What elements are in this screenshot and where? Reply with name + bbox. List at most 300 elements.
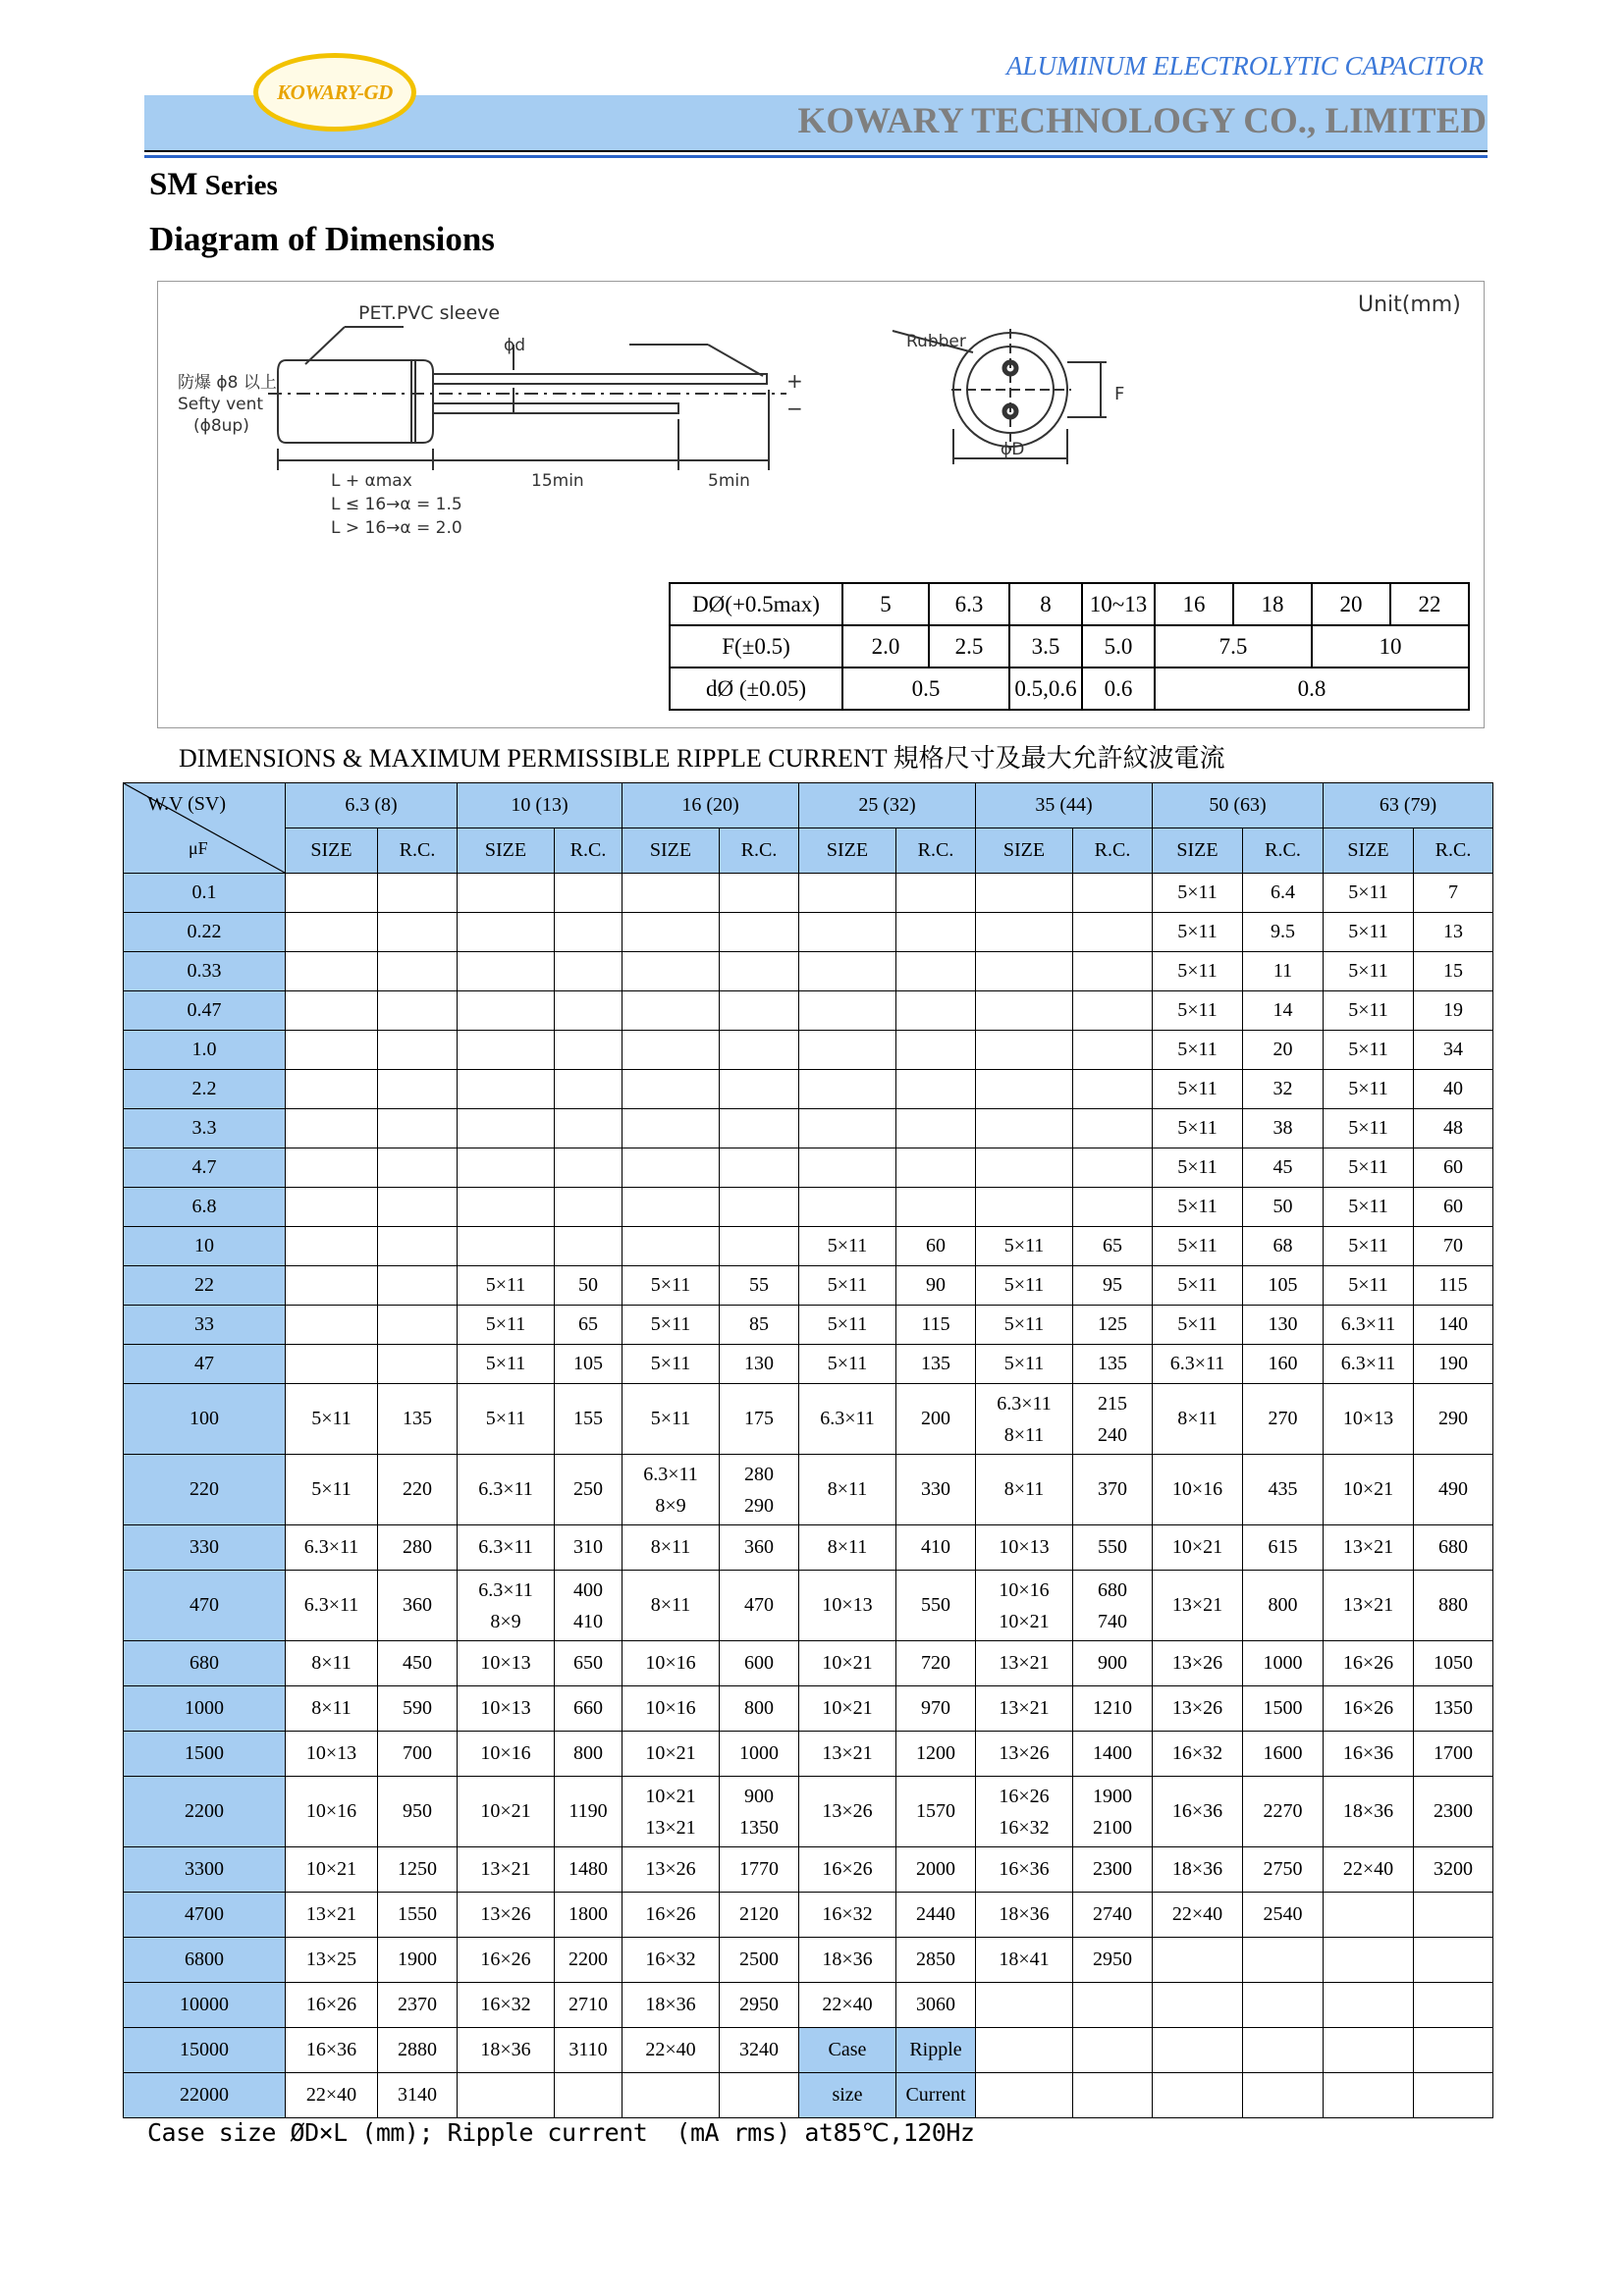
body-diameter-label: ϕD <box>1001 440 1025 459</box>
size-cell: 8×11 <box>286 1686 378 1732</box>
f-value: 5.0 <box>1082 625 1155 667</box>
size-cell: 10×21 <box>799 1686 896 1732</box>
ripple-current-cell: 65 <box>555 1306 623 1345</box>
size-cell <box>976 1188 1073 1227</box>
size-column-header: SIZE <box>623 828 720 874</box>
size-cell <box>976 1384 1073 1455</box>
table-row <box>124 2028 1493 2073</box>
size-cell: 13×21 <box>976 1641 1073 1686</box>
size-cell: 10×21 <box>458 1777 555 1847</box>
ripple-current-cell: 130 <box>720 1345 799 1384</box>
cell-line: 13×21 <box>645 1816 696 1839</box>
size-cell <box>286 1109 378 1148</box>
ripple-current-cell: 550 <box>896 1571 976 1641</box>
ripple-current-cell: 1700 <box>1414 1732 1493 1777</box>
size-cell: 8×11 <box>799 1455 896 1525</box>
ripple-current-cell: 14 <box>1243 991 1324 1031</box>
corner-capacitance-label: μF <box>189 838 208 858</box>
legend-ripple-current: Ripple <box>896 2028 976 2073</box>
sleeve-label: PET.PVC sleeve <box>358 302 501 324</box>
ripple-current-cell <box>378 1188 458 1227</box>
ripple-current-cell <box>555 952 623 991</box>
size-cell: 8×11 <box>623 1571 720 1641</box>
size-cell: 5×11 <box>1153 991 1243 1031</box>
table-row <box>124 1070 1493 1109</box>
size-column-header: SIZE <box>976 828 1073 874</box>
vent-label-en: Sefty vent <box>178 395 264 414</box>
ripple-current-cell <box>1073 2028 1153 2073</box>
ripple-current-cell: 1570 <box>896 1777 976 1847</box>
cell-line: 410 <box>573 1610 603 1632</box>
d-value: 5 <box>842 583 929 625</box>
ripple-current-cell <box>378 874 458 913</box>
ripple-current-cell: 1190 <box>555 1777 623 1847</box>
size-cell <box>623 874 720 913</box>
size-cell <box>286 913 378 952</box>
d-value: 6.3 <box>929 583 1009 625</box>
ripple-current-cell <box>1073 874 1153 913</box>
size-cell <box>976 2028 1073 2073</box>
size-cell: 8×11 <box>799 1525 896 1571</box>
cell-line: 6.3×11 <box>478 1578 533 1601</box>
ripple-current-cell: 410 <box>896 1525 976 1571</box>
ripple-current-cell <box>896 1109 976 1148</box>
capacitance-cell: 1.0 <box>124 1031 286 1070</box>
size-cell <box>286 991 378 1031</box>
ripple-current-cell: 1000 <box>1243 1641 1324 1686</box>
voltage-header: 35 (44) <box>976 783 1153 828</box>
table-row <box>124 1983 1493 2028</box>
ripple-current-cell: 105 <box>1243 1266 1324 1306</box>
lead-d-label: dØ (±0.05) <box>670 667 842 710</box>
size-cell: 5×11 <box>1324 1148 1414 1188</box>
capacitance-cell: 0.47 <box>124 991 286 1031</box>
size-cell: 16×36 <box>286 2028 378 2073</box>
voltage-header: 63 (79) <box>1324 783 1493 828</box>
size-cell: 10×13 <box>1324 1384 1414 1455</box>
ripple-current-cell: 370 <box>1073 1455 1153 1525</box>
lead-length-label: 15min <box>531 471 584 491</box>
ripple-current-cell <box>378 952 458 991</box>
table-row <box>124 2073 1493 2118</box>
cell-line: 10×21 <box>645 1785 696 1807</box>
d-value: 8 <box>1009 583 1082 625</box>
ripple-current-cell: 800 <box>1243 1571 1324 1641</box>
size-cell <box>623 1188 720 1227</box>
ripple-current-cell: 2540 <box>1243 1893 1324 1938</box>
size-cell <box>623 913 720 952</box>
alpha-condition-2: L > 16→α = 2.0 <box>331 518 462 538</box>
capacitance-cell: 3.3 <box>124 1109 286 1148</box>
ripple-current-cell: 85 <box>720 1306 799 1345</box>
cell-line: 680 <box>1098 1578 1127 1601</box>
size-cell <box>799 1148 896 1188</box>
size-cell: 16×36 <box>1324 1732 1414 1777</box>
f-label: F(±0.5) <box>670 625 842 667</box>
f-value: 7.5 <box>1155 625 1312 667</box>
capacitance-cell: 2200 <box>124 1777 286 1847</box>
size-cell: 6.3×11 <box>286 1525 378 1571</box>
logo-text: KOWARY-GD <box>277 80 393 104</box>
ripple-current-cell <box>1073 1384 1153 1455</box>
table-header-row <box>124 783 1493 828</box>
size-cell <box>976 991 1073 1031</box>
company-logo <box>253 53 416 132</box>
size-cell: 10×16 <box>458 1732 555 1777</box>
ripple-current-cell: 435 <box>1243 1455 1324 1525</box>
alpha-condition-1: L ≤ 16→α = 1.5 <box>331 495 462 514</box>
ripple-current-cell: 800 <box>720 1686 799 1732</box>
ripple-current-cell: 450 <box>378 1641 458 1686</box>
ripple-current-cell <box>1073 1109 1153 1148</box>
size-cell: 10×13 <box>458 1686 555 1732</box>
ripple-current-cell <box>896 991 976 1031</box>
size-cell <box>1153 2073 1243 2118</box>
ripple-current-cell: 32 <box>1243 1070 1324 1109</box>
ripple-current-cell <box>896 1188 976 1227</box>
cell-line: 8×11 <box>1003 1423 1045 1446</box>
ripple-current-cell: 130 <box>1243 1306 1324 1345</box>
ripple-current-cell <box>1414 2028 1493 2073</box>
ripple-current-cell <box>378 1070 458 1109</box>
ripple-current-cell <box>1243 2073 1324 2118</box>
size-cell: 13×26 <box>1153 1641 1243 1686</box>
size-cell: 5×11 <box>1153 874 1243 913</box>
diagram-title: Diagram of Dimensions <box>149 220 495 258</box>
size-cell <box>623 1777 720 1847</box>
cell-line: 215 <box>1098 1392 1127 1415</box>
ripple-current-cell <box>1243 2028 1324 2073</box>
ripple-current-cell <box>720 1148 799 1188</box>
size-cell: 5×11 <box>623 1384 720 1455</box>
ripple-current-cell: 700 <box>378 1732 458 1777</box>
lead-d-value: 0.5,0.6 <box>1009 667 1082 710</box>
capacitance-cell: 6.8 <box>124 1188 286 1227</box>
size-cell <box>976 952 1073 991</box>
ripple-current-cell: 1200 <box>896 1732 976 1777</box>
size-cell <box>623 952 720 991</box>
size-cell: 10×13 <box>458 1641 555 1686</box>
legend-case-size: Case <box>799 2028 896 2073</box>
rc-column-header: R.C. <box>896 828 976 874</box>
ripple-current-cell <box>1414 1893 1493 1938</box>
size-cell <box>623 2073 720 2118</box>
size-cell: 16×32 <box>458 1983 555 2028</box>
ripple-current-cell: 800 <box>555 1732 623 1777</box>
rc-column-header: R.C. <box>1414 828 1493 874</box>
size-cell: 5×11 <box>286 1455 378 1525</box>
size-cell <box>976 874 1073 913</box>
table-row <box>124 1455 1493 1525</box>
ripple-current-cell <box>555 1227 623 1266</box>
table-row <box>124 1227 1493 1266</box>
ripple-current-cell: 140 <box>1414 1306 1493 1345</box>
capacitance-cell: 0.22 <box>124 913 286 952</box>
ripple-current-cell: 13 <box>1414 913 1493 952</box>
ripple-current-cell <box>1073 991 1153 1031</box>
size-cell: 5×11 <box>623 1306 720 1345</box>
size-cell: 18×36 <box>1153 1847 1243 1893</box>
table-row <box>124 1893 1493 1938</box>
ripple-current-cell <box>555 1148 623 1188</box>
ripple-current-cell <box>1073 1188 1153 1227</box>
size-cell: 5×11 <box>976 1266 1073 1306</box>
corner-cell <box>124 783 286 874</box>
size-cell <box>1324 2028 1414 2073</box>
size-cell: 5×11 <box>1153 1109 1243 1148</box>
ripple-current-cell: 490 <box>1414 1455 1493 1525</box>
ripple-current-cell <box>1073 952 1153 991</box>
ripple-current-cell: 1050 <box>1414 1641 1493 1686</box>
ripple-current-cell <box>896 913 976 952</box>
ripple-current-cell: 2200 <box>555 1938 623 1983</box>
size-cell <box>286 1227 378 1266</box>
size-cell: 13×25 <box>286 1938 378 1983</box>
ripple-current-cell: 3110 <box>555 2028 623 2073</box>
size-cell <box>799 1031 896 1070</box>
ripple-current-cell: 310 <box>555 1525 623 1571</box>
size-cell: 22×40 <box>286 2073 378 2118</box>
ripple-current-cell: 135 <box>896 1345 976 1384</box>
size-cell: 5×11 <box>458 1306 555 1345</box>
ripple-current-cell: 11 <box>1243 952 1324 991</box>
pitch-label: F <box>1114 384 1125 404</box>
size-cell: 5×11 <box>458 1384 555 1455</box>
size-cell: 6.3×11 <box>458 1455 555 1525</box>
size-cell: 16×26 <box>286 1983 378 2028</box>
size-cell: 16×26 <box>799 1847 896 1893</box>
size-cell: 8×11 <box>623 1525 720 1571</box>
size-cell: 13×26 <box>623 1847 720 1893</box>
size-cell: 6.3×11 <box>1153 1345 1243 1384</box>
ripple-current-cell: 190 <box>1414 1345 1493 1384</box>
ripple-current-cell <box>378 991 458 1031</box>
size-cell: 13×26 <box>1153 1686 1243 1732</box>
ripple-current-cell: 200 <box>896 1384 976 1455</box>
ripple-current-cell: 2500 <box>720 1938 799 1983</box>
ripple-current-cell: 1600 <box>1243 1732 1324 1777</box>
size-cell: 10×13 <box>799 1571 896 1641</box>
d-value: 16 <box>1155 583 1233 625</box>
size-cell <box>1324 1893 1414 1938</box>
cell-line: 240 <box>1098 1423 1127 1446</box>
table-row <box>124 1345 1493 1384</box>
d-value: 22 <box>1390 583 1469 625</box>
cell-line: 10×16 <box>999 1578 1050 1601</box>
ripple-current-cell: 3140 <box>378 2073 458 2118</box>
ripple-current-cell <box>896 952 976 991</box>
size-cell <box>1324 1938 1414 1983</box>
size-cell: 16×32 <box>1153 1732 1243 1777</box>
ripple-current-cell: 2270 <box>1243 1777 1324 1847</box>
ripple-current-cell <box>555 913 623 952</box>
ripple-current-cell: 115 <box>896 1306 976 1345</box>
ripple-current-cell <box>1073 1571 1153 1641</box>
table-row <box>124 1686 1493 1732</box>
capacitance-cell: 330 <box>124 1525 286 1571</box>
table-row <box>124 1031 1493 1070</box>
table-row <box>124 1847 1493 1893</box>
size-cell <box>623 1455 720 1525</box>
cell-line: 280 <box>744 1463 774 1485</box>
ripple-current-cell: 1000 <box>720 1732 799 1777</box>
f-value: 2.5 <box>929 625 1009 667</box>
size-cell <box>458 874 555 913</box>
ripple-current-cell <box>1414 1983 1493 2028</box>
size-cell: 5×11 <box>286 1384 378 1455</box>
capacitance-cell: 3300 <box>124 1847 286 1893</box>
vent-label-cn: 防爆 ϕ8 以上 <box>178 373 277 393</box>
size-cell <box>286 874 378 913</box>
ripple-current-cell <box>555 1070 623 1109</box>
ripple-current-cell: 3200 <box>1414 1847 1493 1893</box>
cell-line: 900 <box>744 1785 774 1807</box>
ripple-current-cell <box>378 1227 458 1266</box>
voltage-header: 25 (32) <box>799 783 976 828</box>
cell-line: 1350 <box>739 1816 779 1839</box>
ripple-current-cell: 2740 <box>1073 1893 1153 1938</box>
table-row <box>124 1306 1493 1345</box>
table-row <box>670 583 1469 625</box>
capacitance-cell: 4.7 <box>124 1148 286 1188</box>
ripple-current-cell <box>720 1227 799 1266</box>
table-row <box>124 1732 1493 1777</box>
capacitance-cell: 10 <box>124 1227 286 1266</box>
size-column-header: SIZE <box>1153 828 1243 874</box>
size-cell: 6.3×11 <box>1324 1306 1414 1345</box>
size-cell: 5×11 <box>1324 913 1414 952</box>
capacitance-cell: 22000 <box>124 2073 286 2118</box>
lead-dimension-table <box>669 582 1470 711</box>
ripple-current-cell: 2120 <box>720 1893 799 1938</box>
ripple-current-cell: 2370 <box>378 1983 458 2028</box>
table-row <box>124 1148 1493 1188</box>
ripple-current-cell <box>378 1148 458 1188</box>
size-cell: 5×11 <box>458 1345 555 1384</box>
cell-line: 6.3×11 <box>997 1392 1052 1415</box>
capacitance-cell: 680 <box>124 1641 286 1686</box>
ripple-current-cell <box>378 1306 458 1345</box>
cell-line: 400 <box>573 1578 603 1601</box>
size-cell: 13×26 <box>458 1893 555 1938</box>
ripple-current-cell: 45 <box>1243 1148 1324 1188</box>
ripple-current-cell: 2300 <box>1414 1777 1493 1847</box>
header-rule-dark <box>144 150 1488 152</box>
size-cell: 18×36 <box>976 1893 1073 1938</box>
ripple-current-cell: 220 <box>378 1455 458 1525</box>
table-body <box>124 874 1493 2118</box>
capacitance-cell: 470 <box>124 1571 286 1641</box>
f-value: 10 <box>1312 625 1469 667</box>
table-row <box>670 667 1469 710</box>
size-cell: 5×11 <box>1153 1306 1243 1345</box>
legend-case-size: size <box>799 2073 896 2118</box>
ripple-current-cell <box>1414 1938 1493 1983</box>
cell-line: 740 <box>1098 1610 1127 1632</box>
ripple-current-cell <box>1073 913 1153 952</box>
size-cell <box>976 1983 1073 2028</box>
ripple-current-cell: 950 <box>378 1777 458 1847</box>
ripple-current-cell: 115 <box>1414 1266 1493 1306</box>
ripple-current-cell <box>720 991 799 1031</box>
ripple-current-cell <box>378 1345 458 1384</box>
voltage-header: 16 (20) <box>623 783 799 828</box>
capacitance-cell: 100 <box>124 1384 286 1455</box>
ripple-current-cell <box>1073 1777 1153 1847</box>
capacitance-cell: 0.1 <box>124 874 286 913</box>
size-cell <box>286 1306 378 1345</box>
company-name: KOWARY TECHNOLOGY CO., LIMITED <box>797 101 1487 141</box>
size-cell: 10×21 <box>623 1732 720 1777</box>
ripple-current-cell: 2000 <box>896 1847 976 1893</box>
capacitance-cell: 2.2 <box>124 1070 286 1109</box>
size-cell: 5×11 <box>623 1345 720 1384</box>
size-cell <box>799 913 896 952</box>
size-cell <box>623 1227 720 1266</box>
size-cell <box>799 1109 896 1148</box>
lead-diameter-label: ϕd <box>504 336 526 355</box>
size-cell: 5×11 <box>1324 1188 1414 1227</box>
table-row <box>124 874 1493 913</box>
table-row <box>124 913 1493 952</box>
ripple-current-cell: 250 <box>555 1455 623 1525</box>
ripple-current-cell <box>555 991 623 1031</box>
cell-line: 8×9 <box>655 1494 686 1517</box>
footer-note <box>147 2118 974 2147</box>
voltage-header: 6.3 (8) <box>286 783 458 828</box>
size-cell <box>286 1031 378 1070</box>
ripple-current-cell: 55 <box>720 1266 799 1306</box>
ripple-current-cell: 2950 <box>720 1983 799 2028</box>
header-rule-blue <box>144 155 1488 158</box>
ripple-current-cell: 9.5 <box>1243 913 1324 952</box>
document-subtitle: ALUMINUM ELECTROLYTIC CAPACITOR <box>1005 51 1484 80</box>
ripple-current-cell: 1400 <box>1073 1732 1153 1777</box>
size-cell <box>623 991 720 1031</box>
size-cell <box>458 1571 555 1641</box>
size-cell: 10×21 <box>286 1847 378 1893</box>
ripple-current-cell: 2710 <box>555 1983 623 2028</box>
ripple-current-cell: 70 <box>1414 1227 1493 1266</box>
series-name: SM <box>149 167 198 202</box>
rc-column-header: R.C. <box>720 828 799 874</box>
size-column-header: SIZE <box>799 828 896 874</box>
size-cell: 8×11 <box>1153 1384 1243 1455</box>
size-cell: 18×41 <box>976 1938 1073 1983</box>
size-cell: 18×36 <box>458 2028 555 2073</box>
table-row <box>670 625 1469 667</box>
size-cell <box>458 1227 555 1266</box>
rc-column-header: R.C. <box>555 828 623 874</box>
vent-note: (ϕ8up) <box>193 416 249 436</box>
ripple-current-cell: 1770 <box>720 1847 799 1893</box>
footer-text: Case size ØD×L (mm); Ripple current (mA rms) at85℃,120Hz <box>147 2118 975 2147</box>
size-cell: 16×26 <box>1324 1686 1414 1732</box>
size-cell: 13×21 <box>458 1847 555 1893</box>
ripple-current-cell: 3060 <box>896 1983 976 2028</box>
size-cell <box>286 1148 378 1188</box>
ripple-current-cell: 900 <box>1073 1641 1153 1686</box>
ripple-current-cell <box>720 952 799 991</box>
capacitance-cell: 10000 <box>124 1983 286 2028</box>
f-value: 2.0 <box>842 625 929 667</box>
ripple-current-cell <box>378 913 458 952</box>
size-cell <box>799 991 896 1031</box>
ripple-current-cell: 125 <box>1073 1306 1153 1345</box>
table-row <box>124 952 1493 991</box>
capacitance-cell: 1000 <box>124 1686 286 1732</box>
ripple-current-cell <box>1073 1070 1153 1109</box>
